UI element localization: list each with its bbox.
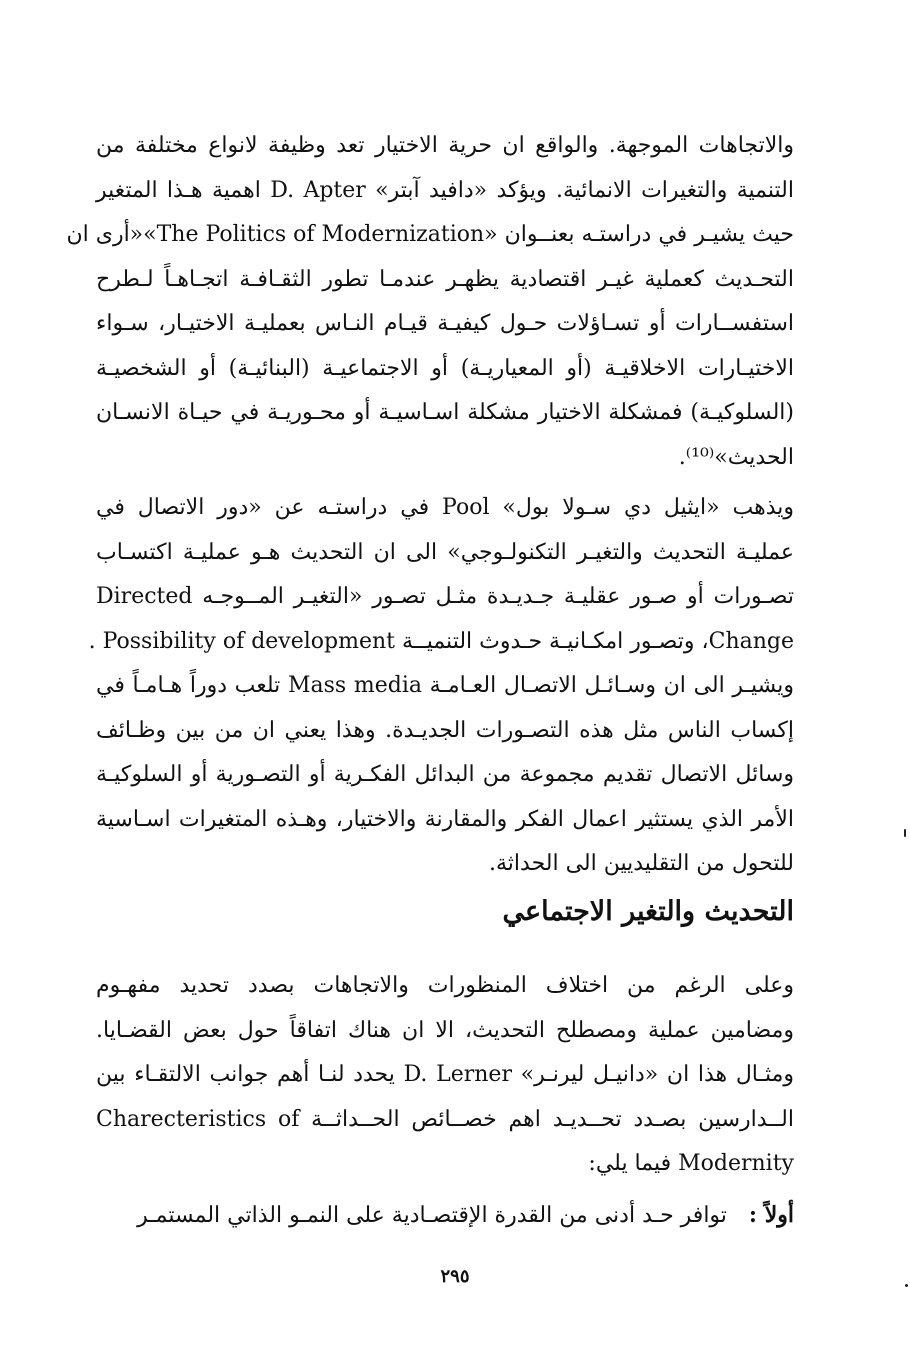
scan-speck [905,1284,908,1287]
paragraph-2-line: للتحول من التقليديين الى الحداثة. [489,851,794,876]
numbered-point-1 [96,1193,794,1238]
paragraph-3-line: ومضامين عملية ومصطلح التحديث، الا ان هناك اتفاقاً حول بعض القضـايا. [96,1017,794,1043]
point-label: أولاً : [748,1202,794,1228]
paragraph-3-line: ومثـال هذا ان «دانيـل ليرنـر» D. Lerner يحدد لنـا أهم جوانب الالتقـاء بين [96,1062,794,1087]
paragraph-3-line: وعلى الرغم من اختلاف المنظورات والاتجاهات بصدد تحديد مفهـوم [96,973,794,998]
point-text: توافر حـد أدنى من القدرة الإقتصـادية على النمـو الذاتي المستمـر [137,1203,727,1228]
paragraph-2 [88,486,794,887]
paragraph-1-line: (السلوكيـة) فمشكلة الاختيار مشكلة اسـاسيـة أو محـوريـة في حيـاة الانسـان [96,400,794,425]
paragraph-1 [66,124,794,480]
paragraph-2-line: الأمر الذي يستثير اعمال الفكر والمقارنة والاختيار، وهـذه المتغيرات اسـاسية [96,806,794,832]
paragraph-2-line: ويشيـر الى ان وسـائـل الاتصـال العـامـة Mass media تلعب دوراً هـامـاً في [96,673,794,698]
paragraph-2-line: تصـورات أو صـور عقليـة جـديـدة مثـل تصـور «التغيـر المــوجـه Directed [96,584,794,609]
paragraph-2-line: Change، وتصـور امكـانيـة حـدوث التنميــة Possibility of development . [88,628,794,654]
section-heading: التحديث والتغير الاجتماعي [502,896,794,927]
paragraph-2-line: إكساب الناس مثل هذه التصـورات الجديـدة. وهذا يعني ان من بين وظـائف [96,717,794,743]
paragraph-2-line: وسائل الاتصال تقديم مجموعة من البدائل الفكـرية أو التصـورية أو السلوكيـة [96,762,794,787]
scan-speck [904,829,906,837]
paragraph-2-line: ويذهب «ايثيل دي سـولا بول» Pool في دراستـه عن «دور الاتصال في [96,495,794,520]
paragraph-1-line: حيث يشيـر في دراستـه بعنــوان «The Politics of Modernization»«أرى ان [66,222,794,247]
paragraph-1-line: التحـديث كعملية غيـر اقتصادية يظهـر عندمـا تطور الثقـافـة اتجـاهـاً لـطرح [96,266,794,292]
paragraph-1-line: الاختيـارات الاخلاقيـة (أو المعياريـة) أو الاجتماعيـة (البنائيـة) أو الشخصيـة [96,355,794,381]
paragraph-3 [96,964,794,1187]
page-number: ٢٩٥ [440,1266,470,1287]
paragraph-1-line: استفســارات أو تسـاؤلات حـول كيفيـة قيـام النـاس بعمليـة الاختيـار، سـواء [96,311,794,336]
paragraph-3-line: Modernity فيما يلي: [588,1151,794,1176]
paragraph-1-line: التنمية والتغيرات الانمائية. ويؤكد «دافيد آبتر» D. Apter اهمية هـذا المتغير [96,177,794,203]
paragraph-1-line: الحديث»⁽¹⁰⁾. [678,444,794,470]
paragraph-2-line: عمليـة التحديث والتغيـر التكنولـوجي» الى ان التحديث هـو عمليـة اكتسـاب [96,539,794,565]
paragraph-3-line: الــدارسين بصـدد تحــديـد اهم خصــائص الحــداثــة Charecteristics of [96,1106,794,1132]
paragraph-1-line: والاتجاهات الموجهة. والواقع ان حرية الاختيار تعد وظيفة لانواع مختلفة من [96,133,794,158]
